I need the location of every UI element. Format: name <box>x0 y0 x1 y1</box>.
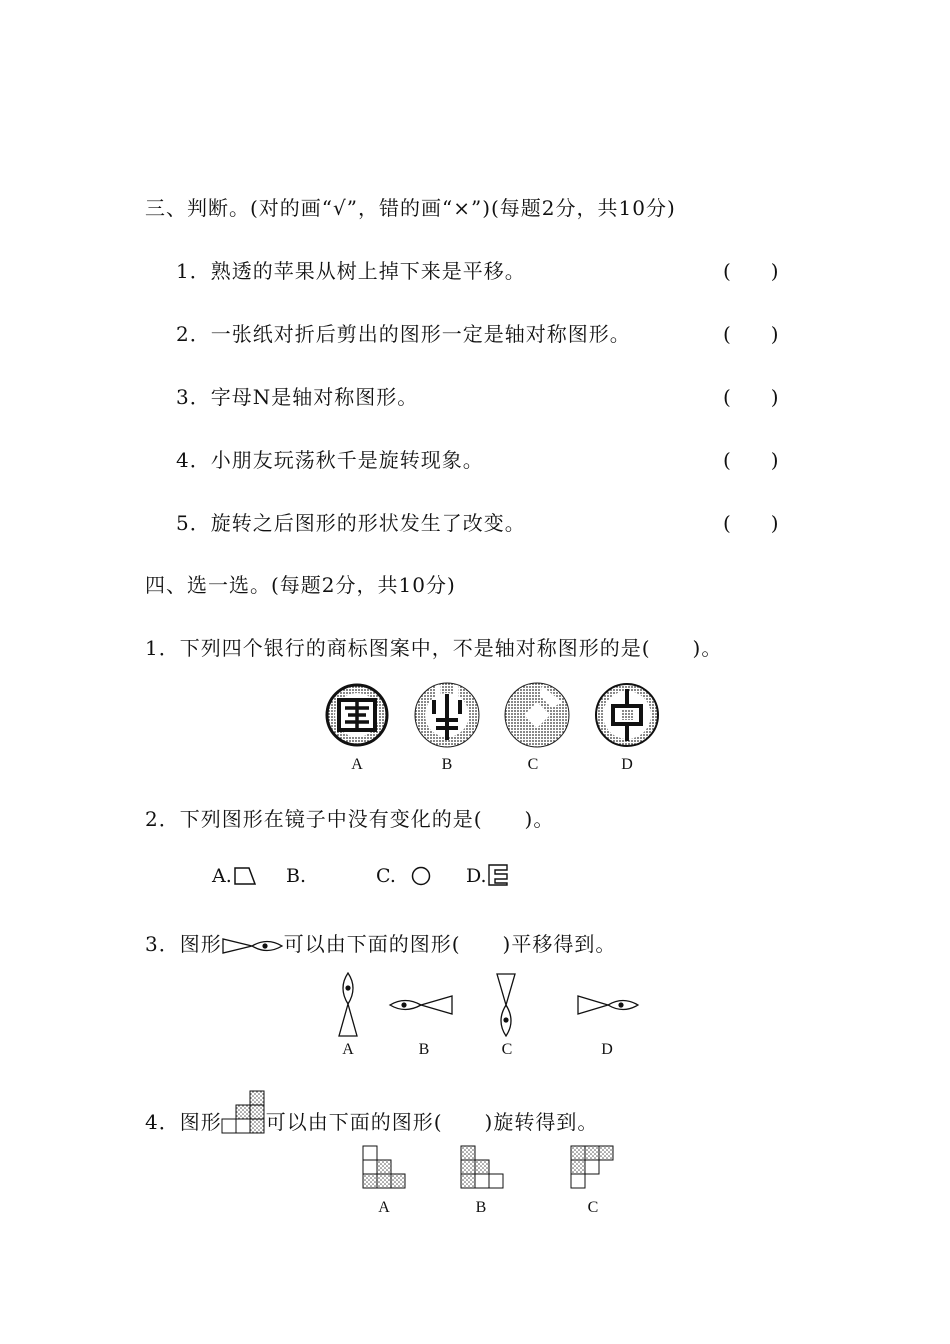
q3-shape-b <box>388 994 454 1016</box>
judge-answer-2[interactable]: ( ) <box>723 322 779 346</box>
q3-suffix: 可以由下面的图形( )平移得到。 <box>283 932 617 956</box>
section3-title: 三、判断。(对的画“√”，错的画“×”)(每题2分，共10分) <box>145 196 676 220</box>
judge-answer-4[interactable]: ( ) <box>723 448 779 472</box>
judge-item-4: 4．小朋友玩荡秋千是旋转现象。 <box>176 448 484 472</box>
q1-text: 1．下列四个银行的商标图案中，不是轴对称图形的是( )。 <box>145 636 723 660</box>
judge-answer-3[interactable]: ( ) <box>723 385 779 409</box>
q1-label-b[interactable]: B <box>441 756 453 773</box>
q4-suffix: 可以由下面的图形( )旋转得到。 <box>265 1110 599 1134</box>
q1-label-d[interactable]: D <box>621 756 633 773</box>
q3-shape-a <box>336 972 360 1038</box>
q3-fish-shape <box>222 937 284 955</box>
q3-shape-c <box>494 972 518 1038</box>
q2-option-d[interactable]: D. <box>466 865 487 887</box>
bank-logo-d <box>592 680 662 750</box>
q4-label-b[interactable]: B <box>475 1199 487 1216</box>
q3-label-d[interactable]: D <box>601 1041 613 1058</box>
q4-label-a[interactable]: A <box>378 1199 390 1216</box>
q4-shape-c <box>570 1145 616 1191</box>
q2-shape-a <box>233 866 257 886</box>
judge-item-1: 1．熟透的苹果从树上掉下来是平移。 <box>176 259 526 283</box>
q4-shape-a <box>362 1145 408 1191</box>
q2-shape-c <box>410 865 432 887</box>
q2-option-a[interactable]: A. <box>212 865 232 887</box>
q4-prefix: 4．图形 <box>145 1110 222 1134</box>
judge-answer-1[interactable]: ( ) <box>723 259 779 283</box>
q3-prefix: 3．图形 <box>145 932 222 956</box>
section4-title: 四、选一选。(每题2分，共10分) <box>145 573 456 597</box>
q2-option-b[interactable]: B. <box>286 865 307 887</box>
bank-logo-a <box>322 680 392 750</box>
q4-line <box>145 1106 598 1135</box>
q3-line <box>145 928 616 957</box>
q4-shape-b <box>460 1145 506 1191</box>
judge-item-5: 5．旋转之后图形的形状发生了改变。 <box>176 511 526 535</box>
q1-label-c[interactable]: C <box>527 756 539 773</box>
q2-shape-d <box>487 863 511 887</box>
judge-item-3: 3．字母N是轴对称图形。 <box>176 385 419 409</box>
q1-label-a[interactable]: A <box>351 756 363 773</box>
q4-target-shape <box>222 1089 266 1135</box>
q2-option-c[interactable]: C. <box>376 865 396 887</box>
judge-item-2: 2．一张纸对折后剪出的图形一定是轴对称图形。 <box>176 322 631 346</box>
bank-logo-c <box>502 680 572 750</box>
bank-logo-b <box>412 680 482 750</box>
q4-label-c[interactable]: C <box>587 1199 599 1216</box>
q3-label-a[interactable]: A <box>342 1041 354 1058</box>
q3-label-c[interactable]: C <box>501 1041 513 1058</box>
judge-answer-5[interactable]: ( ) <box>723 511 779 535</box>
q2-text: 2．下列图形在镜子中没有变化的是( )。 <box>145 807 555 831</box>
q3-shape-d <box>576 994 642 1016</box>
q3-label-b[interactable]: B <box>418 1041 430 1058</box>
